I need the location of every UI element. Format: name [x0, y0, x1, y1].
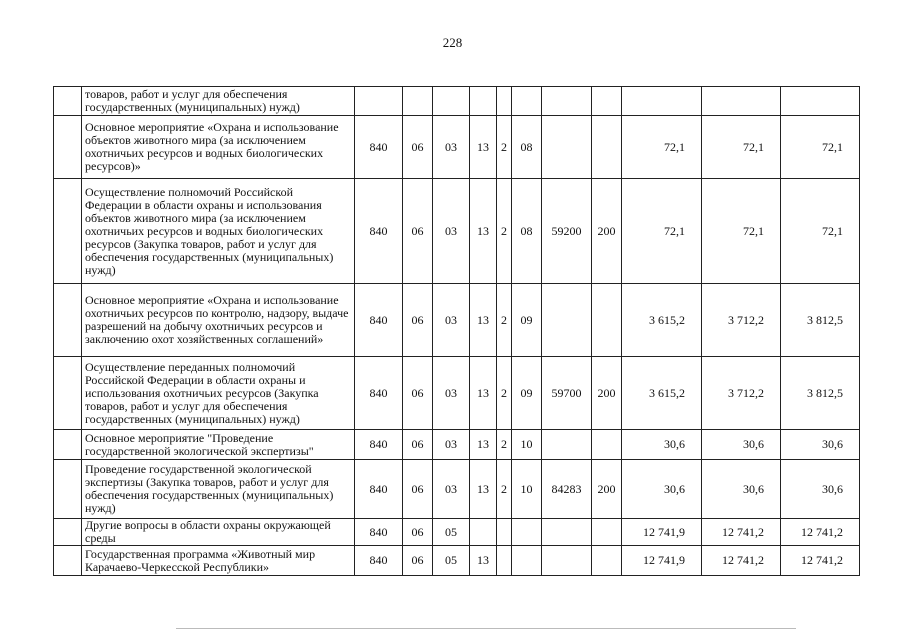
event-code-cell: 08 [512, 116, 542, 179]
row-name: Другие вопросы в области охраны окружающей среды [82, 519, 355, 546]
direction-code-cell [542, 284, 592, 357]
program-code-cell: 13 [470, 116, 497, 179]
section-code-cell: 06 [403, 357, 433, 430]
vr-code-cell: 840 [355, 460, 403, 519]
subsection-code-cell: 03 [433, 460, 470, 519]
subsection-code-cell: 03 [433, 430, 470, 460]
table-row [54, 116, 860, 179]
event-code-cell [512, 519, 542, 546]
program-code-cell [470, 87, 497, 116]
event-code-cell: 08 [512, 179, 542, 284]
vr-code-cell: 840 [355, 284, 403, 357]
sum-year3-cell: 30,6 [781, 430, 860, 460]
vr-code-cell: 840 [355, 116, 403, 179]
sum-year1-cell: 12 741,9 [622, 546, 702, 576]
table-row [54, 460, 860, 519]
subprogram-code-cell: 2 [497, 357, 512, 430]
vr-code-cell: 840 [355, 546, 403, 576]
sum-year1-cell: 72,1 [622, 116, 702, 179]
section-code-cell: 06 [403, 430, 433, 460]
sum-year2-cell: 30,6 [702, 460, 781, 519]
section-code-cell [403, 87, 433, 116]
direction-code-cell [542, 430, 592, 460]
direction-code-cell: 59700 [542, 357, 592, 430]
sum-year2-cell: 72,1 [702, 116, 781, 179]
sum-year1-cell [622, 87, 702, 116]
subsection-code-cell: 05 [433, 519, 470, 546]
table-row [54, 284, 860, 357]
blank-cell [54, 546, 82, 576]
sum-year3-cell: 12 741,2 [781, 546, 860, 576]
event-code-cell: 09 [512, 357, 542, 430]
sum-year2-cell: 30,6 [702, 430, 781, 460]
sum-year3-cell: 3 812,5 [781, 284, 860, 357]
direction-code-cell [542, 87, 592, 116]
section-code-cell: 06 [403, 546, 433, 576]
program-code-cell: 13 [470, 460, 497, 519]
subsection-code-cell: 05 [433, 546, 470, 576]
sum-year2-cell: 3 712,2 [702, 357, 781, 430]
expense-type-code-cell: 200 [592, 460, 622, 519]
sum-year1-cell: 30,6 [622, 460, 702, 519]
table-row [54, 519, 860, 546]
direction-code-cell [542, 116, 592, 179]
subprogram-code-cell: 2 [497, 179, 512, 284]
expense-type-code-cell: 200 [592, 179, 622, 284]
subprogram-code-cell [497, 519, 512, 546]
subsection-code-cell: 03 [433, 179, 470, 284]
sum-year2-cell: 3 712,2 [702, 284, 781, 357]
event-code-cell: 10 [512, 460, 542, 519]
row-name: Осуществление полномочий Российской Федерации в области охраны и использования объектов животного мира (за исключением охотничьих ресурсов и водных биологических ресурсов (Закупка товаров, работ и услуг для обеспечения государственных (муниципальных) нужд) [82, 179, 355, 284]
table-row [54, 179, 860, 284]
subprogram-code-cell [497, 546, 512, 576]
subprogram-code-cell: 2 [497, 116, 512, 179]
subprogram-code-cell: 2 [497, 284, 512, 357]
sum-year2-cell: 12 741,2 [702, 519, 781, 546]
section-code-cell: 06 [403, 460, 433, 519]
sum-year3-cell: 72,1 [781, 179, 860, 284]
program-code-cell: 13 [470, 179, 497, 284]
expense-type-code-cell [592, 430, 622, 460]
blank-cell [54, 179, 82, 284]
vr-code-cell: 840 [355, 430, 403, 460]
row-name: Основное мероприятие «Охрана и использование охотничьих ресурсов по контролю, надзору, выдаче разрешений на добычу охотничьих ресурсов и заключению охот хозяйственных соглашений» [82, 284, 355, 357]
blank-cell [54, 430, 82, 460]
sum-year2-cell [702, 87, 781, 116]
subsection-code-cell [433, 87, 470, 116]
table-row [54, 430, 860, 460]
vr-code-cell [355, 87, 403, 116]
sum-year1-cell: 3 615,2 [622, 284, 702, 357]
expense-type-code-cell [592, 87, 622, 116]
budget-table [53, 86, 860, 576]
sum-year1-cell: 72,1 [622, 179, 702, 284]
section-code-cell: 06 [403, 116, 433, 179]
direction-code-cell: 59200 [542, 179, 592, 284]
direction-code-cell [542, 546, 592, 576]
vr-code-cell: 840 [355, 519, 403, 546]
section-code-cell: 06 [403, 284, 433, 357]
subsection-code-cell: 03 [433, 116, 470, 179]
event-code-cell: 09 [512, 284, 542, 357]
table-row [54, 87, 860, 116]
sum-year2-cell: 72,1 [702, 179, 781, 284]
sum-year1-cell: 30,6 [622, 430, 702, 460]
table-row [54, 546, 860, 576]
table-row [54, 357, 860, 430]
subprogram-code-cell [497, 87, 512, 116]
blank-cell [54, 357, 82, 430]
sum-year3-cell [781, 87, 860, 116]
page-number: 228 [442, 35, 463, 50]
vr-code-cell: 840 [355, 179, 403, 284]
expense-type-code-cell [592, 284, 622, 357]
blank-cell [54, 116, 82, 179]
event-code-cell [512, 87, 542, 116]
vr-code-cell: 840 [355, 357, 403, 430]
program-code-cell: 13 [470, 546, 497, 576]
sum-year1-cell: 3 615,2 [622, 357, 702, 430]
blank-cell [54, 284, 82, 357]
sum-year3-cell: 30,6 [781, 460, 860, 519]
subsection-code-cell: 03 [433, 357, 470, 430]
direction-code-cell: 84283 [542, 460, 592, 519]
blank-cell [54, 519, 82, 546]
expense-type-code-cell [592, 116, 622, 179]
direction-code-cell [542, 519, 592, 546]
program-code-cell: 13 [470, 430, 497, 460]
row-name: товаров, работ и услуг для обеспечения государственных (муниципальных) нужд) [82, 87, 355, 116]
expense-type-code-cell: 200 [592, 357, 622, 430]
section-code-cell: 06 [403, 179, 433, 284]
subprogram-code-cell: 2 [497, 460, 512, 519]
row-name: Основное мероприятие «Охрана и использование объектов животного мира (за исключением охотничьих ресурсов и водных биологических ресурсов)» [82, 116, 355, 179]
sum-year3-cell: 3 812,5 [781, 357, 860, 430]
expense-type-code-cell [592, 519, 622, 546]
sum-year2-cell: 12 741,2 [702, 546, 781, 576]
program-code-cell: 13 [470, 284, 497, 357]
section-code-cell: 06 [403, 519, 433, 546]
sum-year1-cell: 12 741,9 [622, 519, 702, 546]
sum-year3-cell: 72,1 [781, 116, 860, 179]
row-name: Основное мероприятие "Проведение государственной экологической экспертизы" [82, 430, 355, 460]
program-code-cell: 13 [470, 357, 497, 430]
blank-cell [54, 87, 82, 116]
expense-type-code-cell [592, 546, 622, 576]
sum-year3-cell: 12 741,2 [781, 519, 860, 546]
row-name: Осуществление переданных полномочий Российской Федерации в области охраны и использования охотничьих ресурсов (Закупка товаров, работ и услуг для обеспечения государственных (муниципальных) нужд) [82, 357, 355, 430]
subsection-code-cell: 03 [433, 284, 470, 357]
event-code-cell [512, 546, 542, 576]
subprogram-code-cell: 2 [497, 430, 512, 460]
blank-cell [54, 460, 82, 519]
program-code-cell [470, 519, 497, 546]
bottom-fade-line [176, 628, 796, 629]
event-code-cell: 10 [512, 430, 542, 460]
row-name: Государственная программа «Животный мир Карачаево-Черкесской Республики» [82, 546, 355, 576]
row-name: Проведение государственной экологической экспертизы (Закупка товаров, работ и услуг для обеспечения государственных (муниципальных) нужд) [82, 460, 355, 519]
